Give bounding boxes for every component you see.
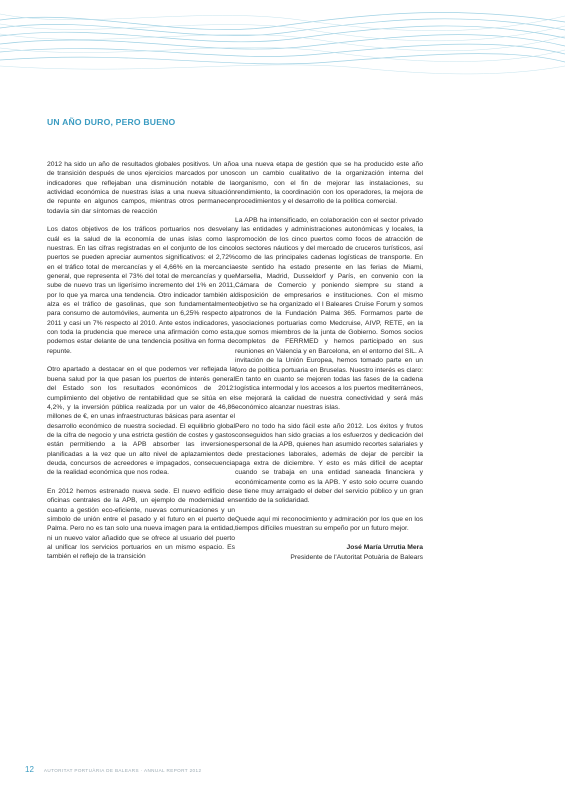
right-column bbox=[235, 160, 423, 563]
signature-title: Presidente de l'Autoritat Potuària de Balears bbox=[290, 553, 423, 561]
paragraph: Otro apartado a destacar en el que podemos ver reflejada la buena salud por la que pasan los puertos de interés general del Estado son los resultados económicos de 2012: cumplimiento del objetivo de rentabilidad que se sitúa en el 4,2%, y la inversión pública realizada por un valor de 46,86 millones de €, en unas infraestructuras básicas para asentar el desarrollo económico de nuestra sociedad. El equilibrio global de la cifra de negocio y una estricta gestión de costes y gastos están permitiendo a la APB absorber las inversiones planificadas a la vez que un alto nivel de aplazamientos de deuda, concursos de acreedores e impagados, consecuencia de la realidad económica que nos rodea. bbox=[47, 366, 235, 477]
signature-block bbox=[235, 543, 423, 563]
section-title: UN AÑO DURO, PERO BUENO bbox=[47, 117, 176, 127]
paragraph: Pero no todo ha sido fácil este año 2012. Los éxitos y frutos conseguidos han sido gracias a los esfuerzos y dedicación del personal de la APB, quienes han asumido recortes salariales y de prestaciones laborales, además de dejar de percibir la paga extra de diciembre. Y esto es más difícil de aceptar cuando se trabaja en una entidad saneada financiera y económicamente como es la APB. Y esto solo ocurre cuando se tiene muy arraigado el deber del servicio público y un gran sentido de la solidaridad. bbox=[235, 422, 423, 505]
paragraph: 2012 ha sido un año de resultados globales positivos. Un año de transición después de unos ejercicios marcados por unos indicadores que reflejaban una disminución notable de la actividad económica de nuestras islas a una nueva situación de repunte en algunos campos, mientras otros permanecen todavía sin dar síntomas de reacción bbox=[47, 161, 235, 215]
paragraph: Quede aquí mi reconocimiento y admiración por los que en los tiempos difíciles muestran su empeño por un futuro mejor. bbox=[235, 515, 423, 533]
footer-text: AUTORITAT PORTUÀRIA DE BALEARS · ANNUAL REPORT 2012 bbox=[43, 768, 202, 773]
left-column bbox=[47, 160, 235, 571]
paragraph: En 2012 hemos estrenado nueva sede. El nuevo edificio de oficinas centrales de la APB, un ejemplo de modernidad en cuanto a gestión eco-eficiente, nuevas comunicaciones y un símbolo de unión entre el pasado y el futuro en el puerto de Palma. Pero no es tan solo una nueva imagen para la entidad, ni un nuevo valor añadido que se ofrece al usuario del puerto al unificar los servicios portuarios en un mismo espacio. Es también el reflejo de la transición bbox=[47, 487, 235, 561]
header-wave-lines bbox=[0, 0, 565, 78]
paragraph: Los datos objetivos de los tráficos portuarios nos desvelan cuál es la salud de la economía de unas islas como las nuestras. En las cifras registradas en el conjunto de los cinco puertos se pueden apreciar aumentos significativos: el 2,72% en el tráfico total de mercancías y el 4,66% en la mercancía general, que representa el 73% del total de mercancías y que sube de nuevo tras un ligerísimo incremento del 1% en 2011, por lo que ya marca una tendencia. Otro indicador también al alza es el tráfico de gasolinas, que son fundamentalmente para consumo de automóviles, aumenta un 6,25% respecto al 2011 y casi un 7% respecto al 2010. Ante estos indicadores, y con toda la prudencia que merece una afirmación como esta, podemos estar delante de una tendencia positiva en forma de repunte. bbox=[47, 226, 235, 355]
page-footer bbox=[25, 765, 201, 774]
page-number: 12 bbox=[25, 765, 34, 774]
signature-name: José María Urrutia Mera bbox=[346, 543, 423, 551]
paragraph: a una nueva etapa de gestión que se ha producido este año con un cambio cualitativo de la organización interna del organismo, con el fin de mejorar las instalaciones, su rendimiento, la coordinación con los operadores, la mejora de procedimientos y el desarrollo de la política comercial. bbox=[235, 161, 423, 206]
paragraph: La APB ha intensificado, en colaboración con el sector privado y las entidades y administraciones autonómicas y locales, la promoción de los cinco puertos como focos de atracción de los sectores náuticos y del mercado de cruceros turísticos, así como de las principales cadenas logísticas de transporte. En este sentido ha estado presente en las ferias de Miami, Marsella, Madrid, Dusseldorf y París, en convenio con la Cámara de Comercio y poniendo siempre su stand a disposición de empresarios e instituciones. Con el mismo objetivo se ha organizado el I Baleares Cruise Forum y somos patronos de la Fundación Palma 365. Formamos parte de asociaciones portuarias como Medcruise, AIVP, RETE, en la que somos miembros de la junta de Gobierno. Somos socios completos de FERRMED y hemos participado en sus reuniones en Valencia y en Barcelona, en el entorno del SIL. A invitación de la Unión Europea, hemos tomado parte en un foro de política portuaria en Bruselas. Nuestro interés es claro: En tanto en cuanto se mejoren todas las fases de la cadena logística intermodal y los accesos a los puertos mediterráneos, se mejorará la calidad de nuestra conectividad y será más económico alcanzar nuestras islas. bbox=[235, 217, 423, 411]
